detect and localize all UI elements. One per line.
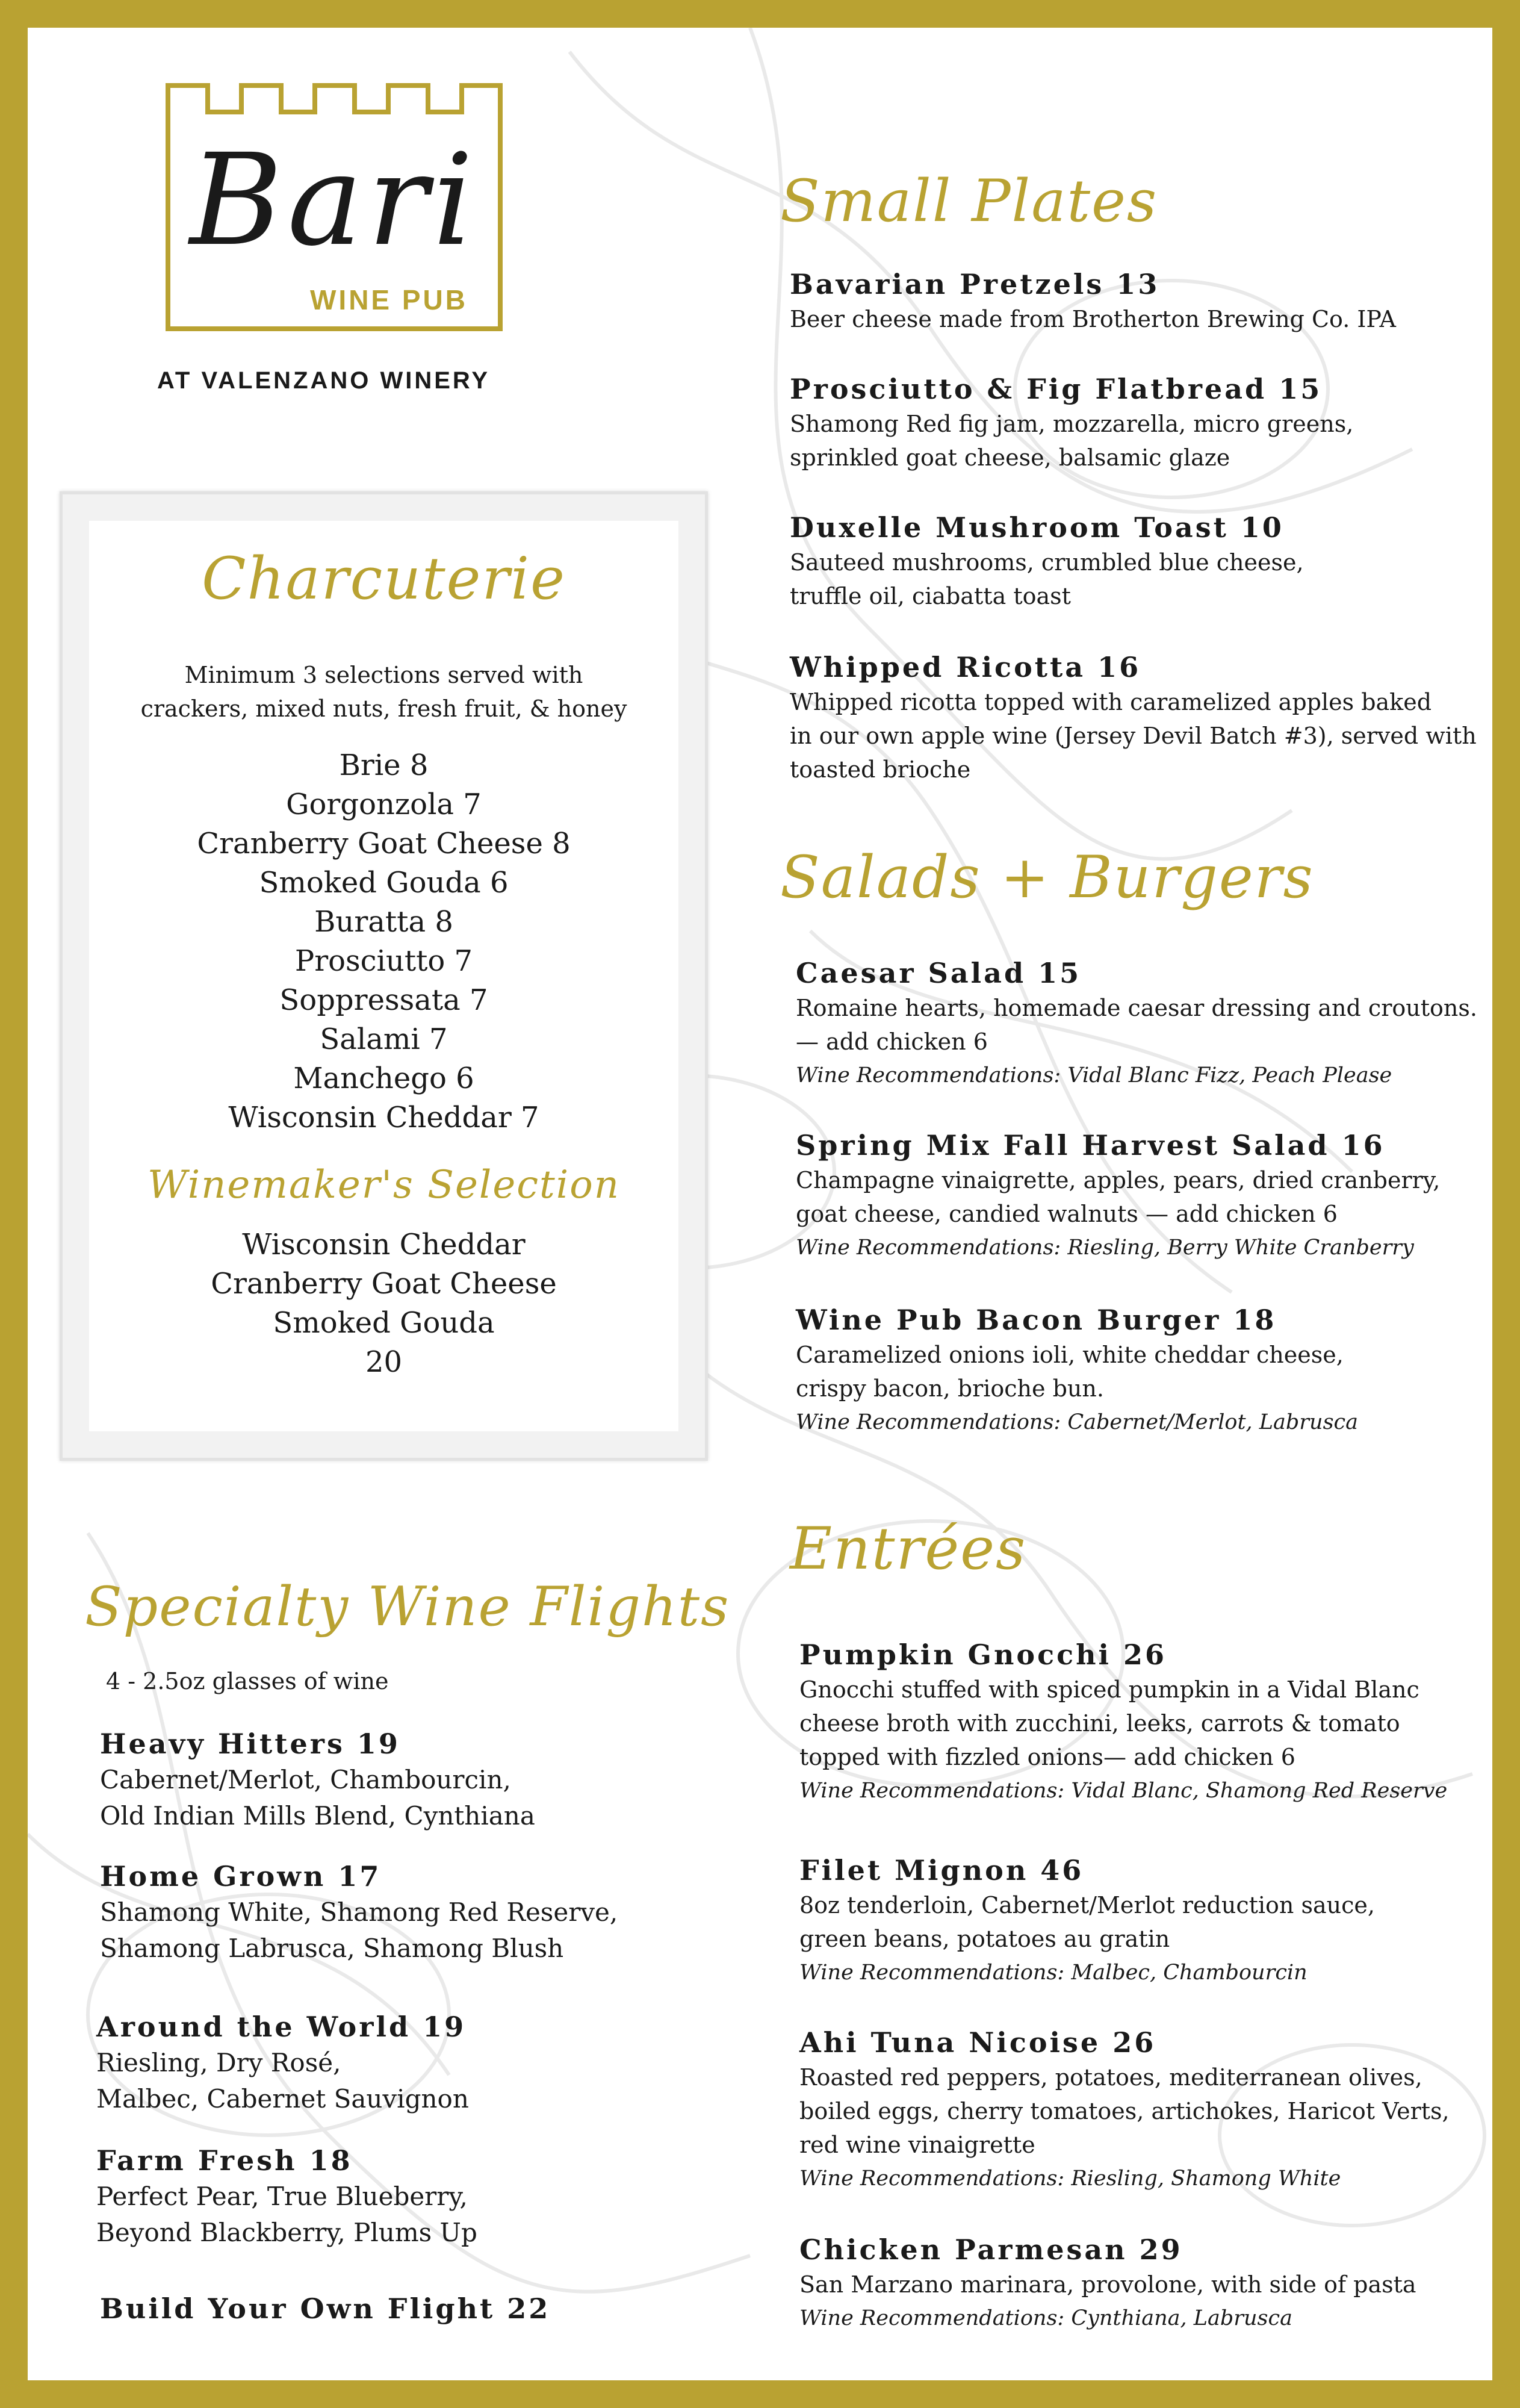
menu-item xyxy=(790,266,1396,336)
item-title: Whipped Ricotta 16 xyxy=(790,651,1141,683)
menu-item xyxy=(790,371,1353,474)
item-desc-line: San Marzano marinara, provolone, with side of pasta xyxy=(799,2271,1416,2298)
item-desc-line: crispy bacon, brioche bun. xyxy=(796,1375,1104,1402)
wine-recommendation: Wine Recommendations: Riesling, Shamong White xyxy=(799,2167,1341,2191)
flight-desc-line: Shamong White, Shamong Red Reserve, xyxy=(100,1897,618,1927)
cheese-item: Wisconsin Cheddar 7 xyxy=(228,1101,539,1134)
menu-page xyxy=(28,28,1492,2380)
selection-item: Wisconsin Cheddar xyxy=(242,1228,526,1262)
flight-item xyxy=(100,1726,535,1834)
menu-item xyxy=(799,1637,1447,1808)
item-desc-line: boiled eggs, cherry tomatoes, artichokes, Haricot Verts, xyxy=(799,2098,1450,2124)
cheese-item: Cranberry Goat Cheese 8 xyxy=(197,827,571,860)
item-desc-line: cheese broth with zucchini, leeks, carrots & tomato xyxy=(799,1710,1400,1737)
entrees-heading: Entrées xyxy=(790,1515,1027,1582)
flights-heading: Specialty Wine Flights xyxy=(85,1575,730,1638)
flight-title: Build Your Own Flight 22 xyxy=(100,2292,551,2325)
item-desc-line: Sauteed mushrooms, crumbled blue cheese, xyxy=(790,549,1304,576)
flight-item xyxy=(100,2291,550,2327)
item-title: Ahi Tuna Nicoise 26 xyxy=(799,2026,1156,2059)
wine-recommendation: Wine Recommendations: Riesling, Berry White Cranberry xyxy=(796,1236,1414,1260)
flight-title: Around the World 19 xyxy=(96,2011,467,2043)
item-title: Wine Pub Bacon Burger 18 xyxy=(796,1304,1277,1336)
item-title: Caesar Salad 15 xyxy=(796,957,1082,989)
logo-tagline: AT VALENZANO WINERY xyxy=(157,367,491,394)
item-title: Prosciutto & Fig Flatbread 15 xyxy=(790,373,1323,405)
item-desc-line: sprinkled goat cheese, balsamic glaze xyxy=(790,444,1230,471)
wine-recommendation: Wine Recommendations: Malbec, Chambourcin xyxy=(799,1961,1308,1985)
item-desc-line: topped with fizzled onions— add chicken 6 xyxy=(799,1744,1295,1770)
flights-intro: 4 - 2.5oz glasses of wine xyxy=(106,1668,389,1694)
wine-recommendation: Wine Recommendations: Cynthiana, Labrusca xyxy=(799,2306,1292,2330)
cheese-item: Manchego 6 xyxy=(293,1062,474,1095)
menu-item xyxy=(796,955,1477,1092)
salads-heading: Salads + Burgers xyxy=(780,844,1314,911)
flight-title: Farm Fresh 18 xyxy=(96,2144,353,2177)
flight-desc-line: Old Indian Mills Blend, Cynthiana xyxy=(100,1801,535,1831)
small-plates-heading: Small Plates xyxy=(780,167,1158,235)
item-desc-line: Romaine hearts, homemade caesar dressing and croutons. xyxy=(796,995,1477,1021)
cheese-item: Prosciutto 7 xyxy=(294,944,473,978)
wine-recommendation: Wine Recommendations: Cabernet/Merlot, Labrusca xyxy=(796,1410,1359,1434)
logo-subtitle: WINE PUB xyxy=(310,284,468,316)
wine-recommendation: Wine Recommendations: Vidal Blanc Fizz, Peach Please xyxy=(796,1063,1392,1087)
menu-item xyxy=(799,1852,1375,1990)
flight-item xyxy=(96,2142,477,2251)
item-desc-line: in our own apple wine (Jersey Devil Batch #3), served with xyxy=(790,723,1477,749)
item-desc-line: Beer cheese made from Brotherton Brewing Co. IPA xyxy=(790,306,1396,332)
flight-item xyxy=(96,2009,469,2117)
cheese-item: Soppressata 7 xyxy=(279,983,488,1017)
item-desc-line: — add chicken 6 xyxy=(796,1028,988,1055)
winemaker-selection-list xyxy=(89,1225,678,1382)
item-title: Bavarian Pretzels 13 xyxy=(790,268,1160,300)
logo-name: Bari xyxy=(190,126,479,274)
logo xyxy=(157,83,515,396)
winemaker-selection-heading: Winemaker's Selection xyxy=(147,1163,620,1207)
cheese-item: Smoked Gouda 6 xyxy=(259,866,509,900)
flight-title: Home Grown 17 xyxy=(100,1860,382,1893)
item-desc-line: 8oz tenderloin, Cabernet/Merlot reduction sauce, xyxy=(799,1892,1375,1918)
cheese-item: Brie 8 xyxy=(339,748,429,782)
wine-recommendation: Wine Recommendations: Vidal Blanc, Shamong Red Reserve xyxy=(799,1779,1448,1803)
cheese-list xyxy=(89,746,678,1137)
charcuterie-intro-2: crackers, mixed nuts, fresh fruit, & honey xyxy=(140,695,627,722)
selection-item: Smoked Gouda xyxy=(273,1306,495,1340)
item-title: Duxelle Mushroom Toast 10 xyxy=(790,511,1284,544)
menu-item xyxy=(790,509,1304,613)
item-desc-line: green beans, potatoes au gratin xyxy=(799,1926,1170,1952)
charcuterie-card xyxy=(60,491,708,1461)
cheese-item: Gorgonzola 7 xyxy=(286,788,482,821)
flight-title: Heavy Hitters 19 xyxy=(100,1728,400,1760)
item-desc-line: red wine vinaigrette xyxy=(799,2132,1035,2158)
flight-desc-line: Riesling, Dry Rosé, xyxy=(96,2048,341,2077)
selection-item: Cranberry Goat Cheese xyxy=(211,1267,557,1301)
item-title: Pumpkin Gnocchi 26 xyxy=(799,1638,1167,1671)
menu-item xyxy=(796,1302,1358,1439)
charcuterie-intro-1: Minimum 3 selections served with xyxy=(184,662,583,688)
cheese-item: Salami 7 xyxy=(320,1022,448,1056)
charcuterie-heading: Charcuterie xyxy=(202,545,566,612)
item-desc-line: Roasted red peppers, potatoes, mediterranean olives, xyxy=(799,2064,1422,2091)
item-desc-line: goat cheese, candied walnuts — add chicken 6 xyxy=(796,1201,1338,1227)
flight-desc-line: Perfect Pear, True Blueberry, xyxy=(96,2182,468,2211)
item-title: Filet Mignon 46 xyxy=(799,1854,1084,1887)
selection-price: 20 xyxy=(365,1345,403,1379)
flight-desc-line: Malbec, Cabernet Sauvignon xyxy=(96,2084,469,2114)
item-desc-line: Shamong Red fig jam, mozzarella, micro greens, xyxy=(790,411,1354,437)
item-title: Chicken Parmesan 29 xyxy=(799,2233,1183,2266)
charcuterie-card-inner xyxy=(89,521,678,1431)
flight-desc-line: Beyond Blackberry, Plums Up xyxy=(96,2218,477,2247)
item-desc-line: Gnocchi stuffed with spiced pumpkin in a Vidal Blanc xyxy=(799,1676,1419,1703)
menu-item xyxy=(799,2024,1450,2195)
flight-desc-line: Cabernet/Merlot, Chambourcin, xyxy=(100,1765,511,1794)
item-title: Spring Mix Fall Harvest Salad 16 xyxy=(796,1129,1385,1162)
cheese-item: Buratta 8 xyxy=(314,905,453,939)
item-desc-line: Caramelized onions ioli, white cheddar cheese, xyxy=(796,1342,1344,1368)
menu-item xyxy=(790,649,1477,786)
flight-desc-line: Shamong Labrusca, Shamong Blush xyxy=(100,1934,564,1963)
item-desc-line: Champagne vinaigrette, apples, pears, dried cranberry, xyxy=(796,1167,1441,1193)
item-desc-line: Whipped ricotta topped with caramelized apples baked xyxy=(790,689,1432,715)
item-desc-line: toasted brioche xyxy=(790,756,971,783)
menu-item xyxy=(796,1127,1440,1265)
item-desc-line: truffle oil, ciabatta toast xyxy=(790,583,1071,609)
menu-item xyxy=(799,2232,1416,2335)
flight-item xyxy=(100,1858,618,1967)
